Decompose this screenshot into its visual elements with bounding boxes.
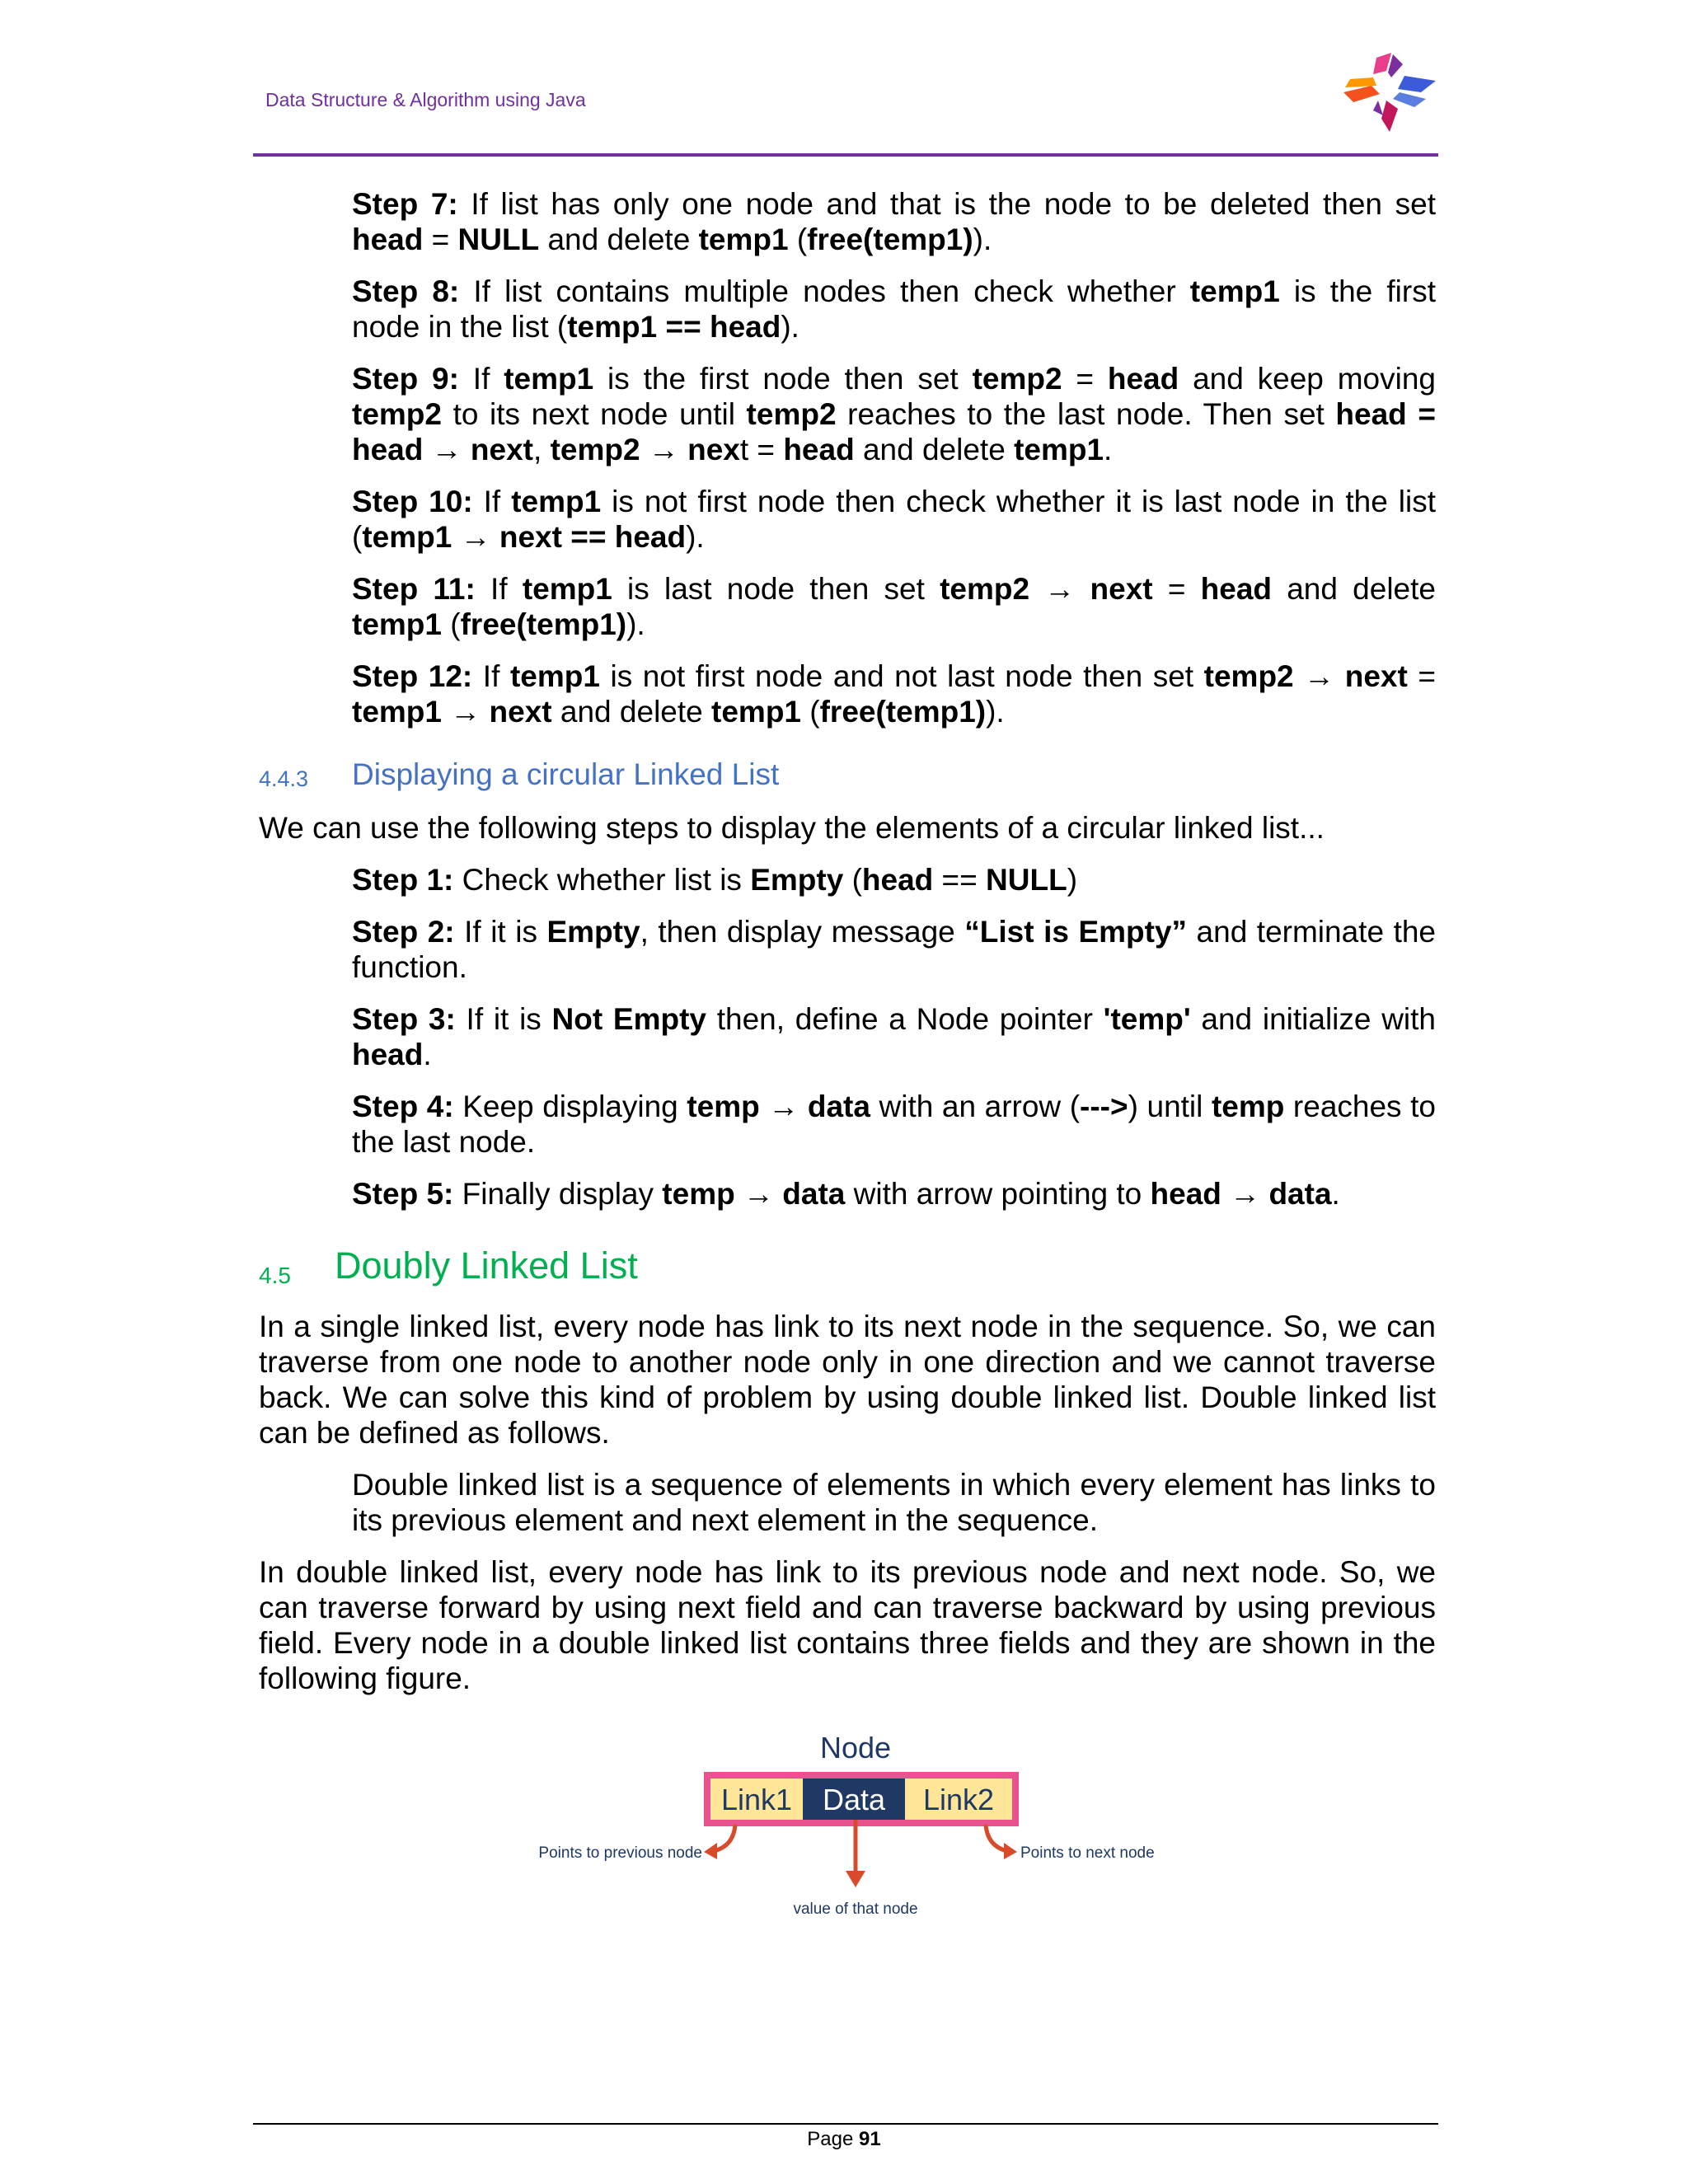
data-label: Data [822, 1783, 886, 1816]
prev-arrowhead-icon [704, 1843, 717, 1859]
display-step-3: Step 3: If it is Not Empty then, define a Node pointer 'temp' and initialize with head. [352, 1002, 1436, 1071]
step-8: Step 8: If list contains multiple nodes then check whether temp1 is the first node in the list (temp1 == head). [352, 274, 1436, 344]
link2-label: Link2 [922, 1783, 995, 1816]
display-intro: We can use the following steps to display the elements of a circular linked list... [259, 811, 1325, 845]
link1-label: Link1 [720, 1783, 793, 1816]
page-label: Page [807, 2128, 859, 2150]
page-footer [0, 2128, 1688, 2151]
header-rule [253, 153, 1438, 157]
node-figure-title: Node [819, 1731, 892, 1765]
heading-title: Doubly Linked List [335, 1244, 638, 1286]
value-caption: value of that node [793, 1900, 918, 1918]
step-11: Step 11: If temp1 is last node then set temp2 → next = head and delete temp1 (free(temp1)). [352, 572, 1436, 641]
step-9: Step 9: If temp1 is the first node then set temp2 = head and keep moving temp2 to its next node until temp2 reaches to the last node. Then set head = head → next, temp2 → next = head and delete temp1. [352, 362, 1437, 466]
page-content [259, 186, 1436, 1713]
value-arrowhead-icon [846, 1871, 865, 1887]
dll-paragraph-1: In a single linked list, every node has link to its next node in the sequence. So, we can traverse from one node to another node only in one direction and we cannot traverse back. We can solve this kind of problem by using double linked list. Double linked list can be defined as follows. [259, 1310, 1436, 1450]
next-arrowhead-icon [1004, 1843, 1017, 1859]
footer-rule [253, 2123, 1438, 2125]
header-title: Data Structure & Algorithm using Java [265, 89, 586, 110]
step-10: Step 10: If temp1 is not first node then check whether it is last node in the list (temp1 → next == head). [352, 485, 1436, 554]
heading-number: 4.4.3 [259, 766, 309, 791]
logo-icon [1343, 53, 1436, 137]
next-caption: Points to next node [1020, 1844, 1155, 1862]
display-step-2: Step 2: If it is Empty, then display message “List is Empty” and terminate the function. [352, 915, 1437, 984]
dll-paragraph-2: In double linked list, every node has link to its previous node and next node. So, we can traverse forward by using next field and can traverse backward by using previous field. Every node in a double linked list contains three fields and they are shown in the following figure. [259, 1555, 1436, 1695]
heading-number: 4.5 [259, 1263, 291, 1288]
display-step-1: Step 1: Check whether list is Empty (head == NULL) [352, 863, 1078, 897]
heading-title: Displaying a circular Linked List [352, 757, 780, 791]
prev-caption: Points to previous node [538, 1844, 702, 1862]
step-12: Step 12: If temp1 is not first node and not last node then set temp2 → next = temp1 → next and delete temp1 (free(temp1)). [352, 659, 1437, 729]
heading-4-4-3 [259, 757, 1436, 797]
node-figure [519, 1722, 1179, 1929]
heading-4-5 [259, 1244, 1436, 1297]
dll-definition: Double linked list is a sequence of elements in which every element has links to its previous element and next element in the sequence. [352, 1468, 1436, 1537]
display-step-4: Step 4: Keep displaying temp → data with an arrow (--->) until temp reaches to the last node. [352, 1090, 1436, 1159]
display-step-5: Step 5: Finally display temp → data with arrow pointing to head → data. [352, 1177, 1340, 1211]
page-number: 91 [859, 2128, 881, 2150]
step-7: Step 7: If list has only one node and that is the node to be deleted then set head = NULL and delete temp1 (free(temp1)). [352, 187, 1436, 256]
